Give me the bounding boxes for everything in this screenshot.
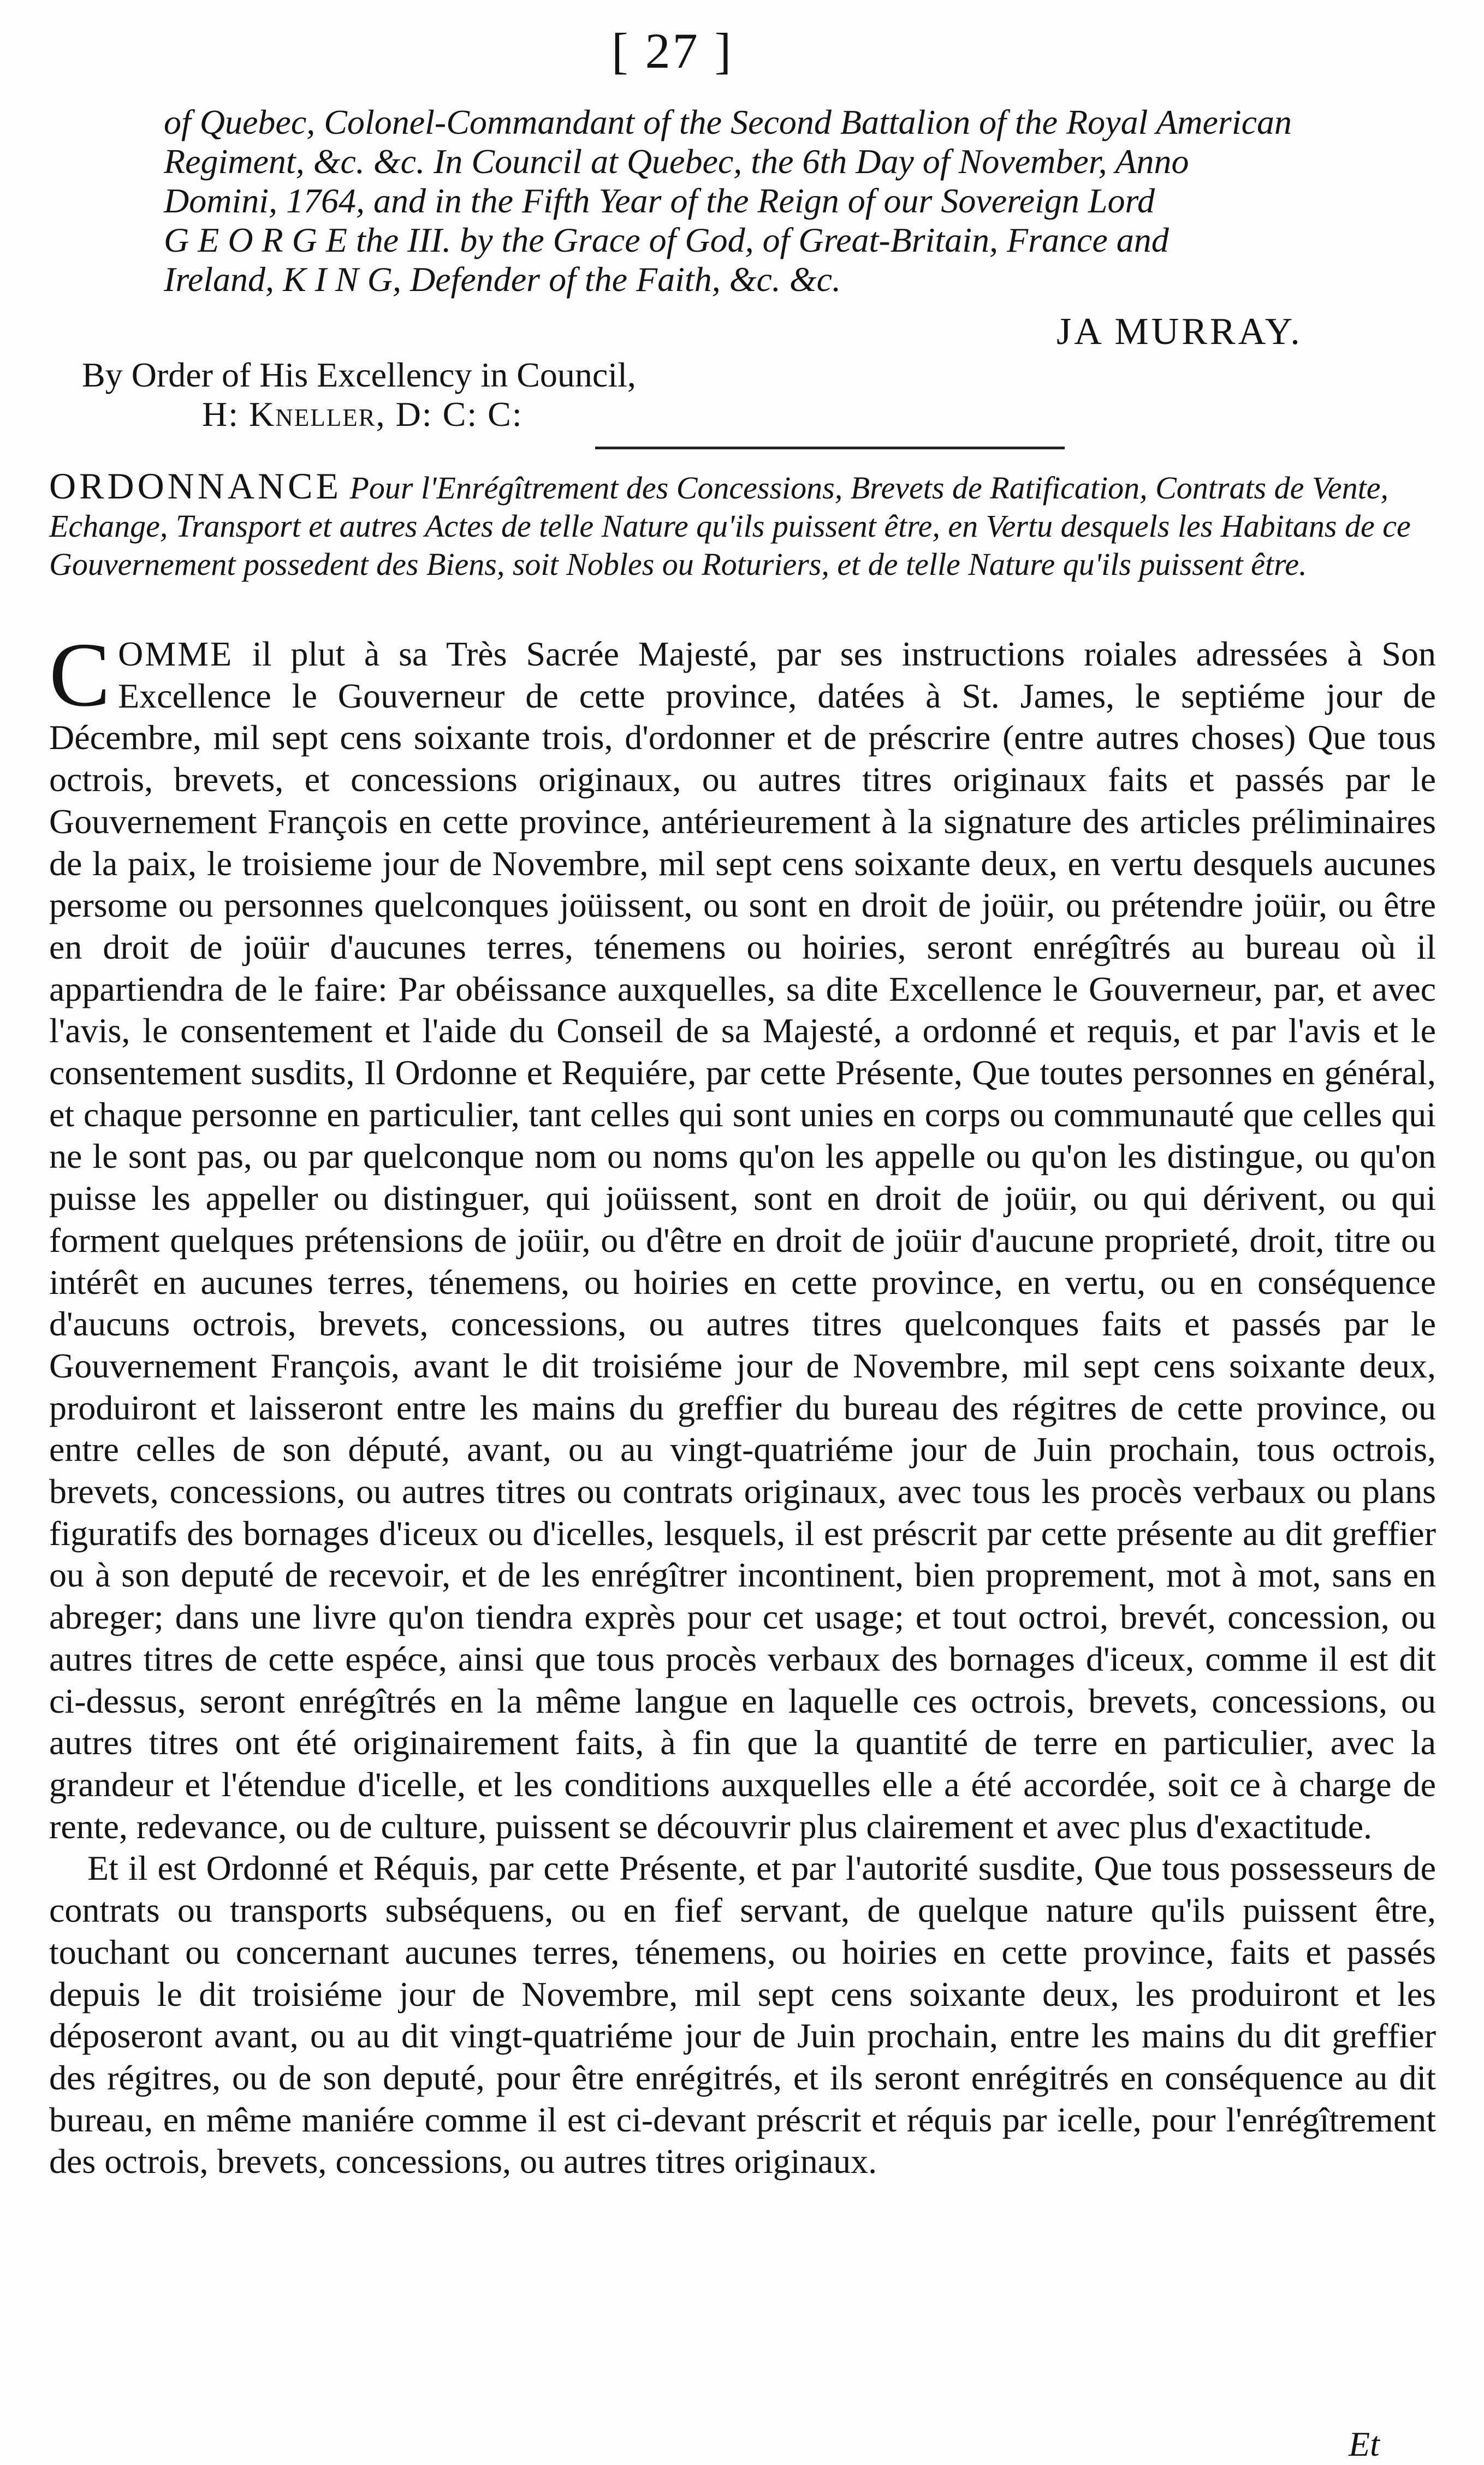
paragraph-1 [49, 624, 1436, 1848]
header-line-1: of Quebec, Colonel-Commandant of the Second Battalion of the Royal American [164, 103, 1292, 141]
paragraph-1-text: il plut à sa Très Sacrée Majesté, par ses instructions roiales adressées à Son Excellence le Gouverneur de cette province, datées à St. James, le septiéme jour de Décembre, mil sept cens soixante trois, d'ordonner et de préscrire (entre autres choses) Que tous octrois, brevets, et concessions originaux, ou autres titres originaux faits et passés par le Gouvernement François en cette province, antérieurement à la signature des articles préliminaires de la paix, le troisieme jour de Novembre, mil sept cens soixante deux, en vertu desquels aucunes persome ou personnes quelconques joüissent, ou sont en droit de joüir, ou prétendre joüir, ou être en droit de joüir d'aucunes terres, ténemens ou hoiries, seront enrégîtrés au bureau où il appartiendra de le faire: Par obéissance auxquelles, sa dite Excellence le Gouverneur, par, et avec l'avis, le consentement et l'aide du Conseil de sa Majesté, a ordonné et requis, et par l'avis et le consentement susdits, Il Ordonne et Requiére, par cette Présente, Que toutes personnes en général, et chaque personne en particulier, tant celles qui sont unies en corps ou communauté que celles qui ne le sont pas, ou par quelconque nom ou noms qu'on les appelle ou qu'on les distingue, ou qu'on puisse les appeller ou distinguer, qui joüissent, sont en droit de joüir, ou qui dérivent, ou qui forment quelques prétensions de joüir, ou d'être en droit de joüir d'aucune proprieté, droit, titre ou intérêt en aucunes terres, ténemens, ou hoiries en cette province, en vertu, ou en conséquence d'aucuns octrois, brevets, concessions, ou autres titres quelconques faits et passés par le Gouvernement François, avant le dit troisiéme jour de Novembre, mil sept cens soixante deux, produiront et laisseront entre les mains du greffier du bureau des régitres de cette province, ou entre celles de son député, avant, ou au vingt-quatriéme jour de Juin prochain, tous octrois, brevets, concessions, ou autres titres ou contrats originaux, avec tous les procès verbaux ou plans figuratifs des bornages d'iceux ou d'icelles, lesquels, il est préscrit par cette présente au dit greffier ou à son deputé de recevoir, et de les enrégîtrer incontinent, bien proprement, mot à mot, sans en abreger; dans une livre qu'on tiendra exprès pour cet usage; et tout octroi, brevét, concession, ou autres titres de cette espéce, ainsi que tous procès verbaux des bornages d'iceux, comme il est dit ci-dessus, seront enrégîtrés en la même langue en laquelle ces octrois, brevets, concessions, ou autres titres ont été originairement faits, à fin que la quantité de terre en particulier, avec la grandeur et l'étendue d'icelle, et les conditions auxquelles elle a été accordée, soit ce à charge de rente, redevance, ou de culture, puissent se découvrir plus clairement et avec plus d'exactitude. [49, 634, 1436, 1846]
header-line-2: Regiment, &c. &c. In Council at Quebec, the 6th Day of November, Anno [164, 142, 1189, 181]
order-line: By Order of His Excellency in Council, [82, 355, 636, 394]
ordonnance-title [49, 467, 1425, 584]
paragraph-2-text: Et il est Ordonné et Réquis, par cette Présente, et par l'autorité susdite, Que tous possesseurs de contrats ou transports subséquens, ou en fief servant, de quelque nature qu'ils puissent être, touchant ou concernant aucunes terres, ténemens, ou hoiries en cette province, faits et passés depuis le dit troisiéme jour de Novembre, mil sept cens soixante deux, les produiront et les déposeront avant, ou au dit vingt-quatriéme jour de Juin prochain, entre les mains du dit greffier des régitres, ou de son deputé, pour être enrégitrés, et ils seront enrégitrés en conséquence au dit bureau, en même maniére comme il est ci-devant préscrit et réquis par icelle, pour l'enrégîtrement des octrois, brevets, concessions, ou autres titres originaux. [49, 1849, 1436, 2181]
governor-signature: JA MURRAY. [1056, 311, 1303, 353]
drop-cap: C [49, 624, 111, 726]
ordonnance-title-text: Pour l'Enrégîtrement des Concessions, Brevets de Ratification, Contrats de Vente, Echange, Transport et autres Actes de telle Nature qu'ils puissent être, en Vertu desquels les Habitans de ce Gouvernement possedent des Biens, soit Nobles ou Roturiers, et de telle Nature qu'ils puissent être. [49, 470, 1411, 582]
header-line-5: Ireland, K I N G, Defender of the Faith, &c. &c. [164, 260, 841, 299]
body-text [49, 624, 1436, 2183]
page-number: [ 27 ] [612, 23, 734, 79]
header-line-4: G E O R G E the III. by the Grace of God, of Great-Britain, France and [164, 221, 1169, 259]
clerk-signature-text: H: Kneller, D: C: C: [202, 395, 523, 433]
section-rule [595, 447, 1065, 449]
clerk-signature [202, 394, 523, 435]
ordonnance-heading: ORDONNANCE [49, 465, 342, 507]
paragraph-2 [49, 1848, 1436, 2183]
header-line-3: Domini, 1764, and in the Fifth Year of the Reign of our Sovereign Lord [164, 181, 1155, 220]
catchword: Et [1349, 2425, 1380, 2463]
opening-word: OMME [118, 634, 234, 673]
